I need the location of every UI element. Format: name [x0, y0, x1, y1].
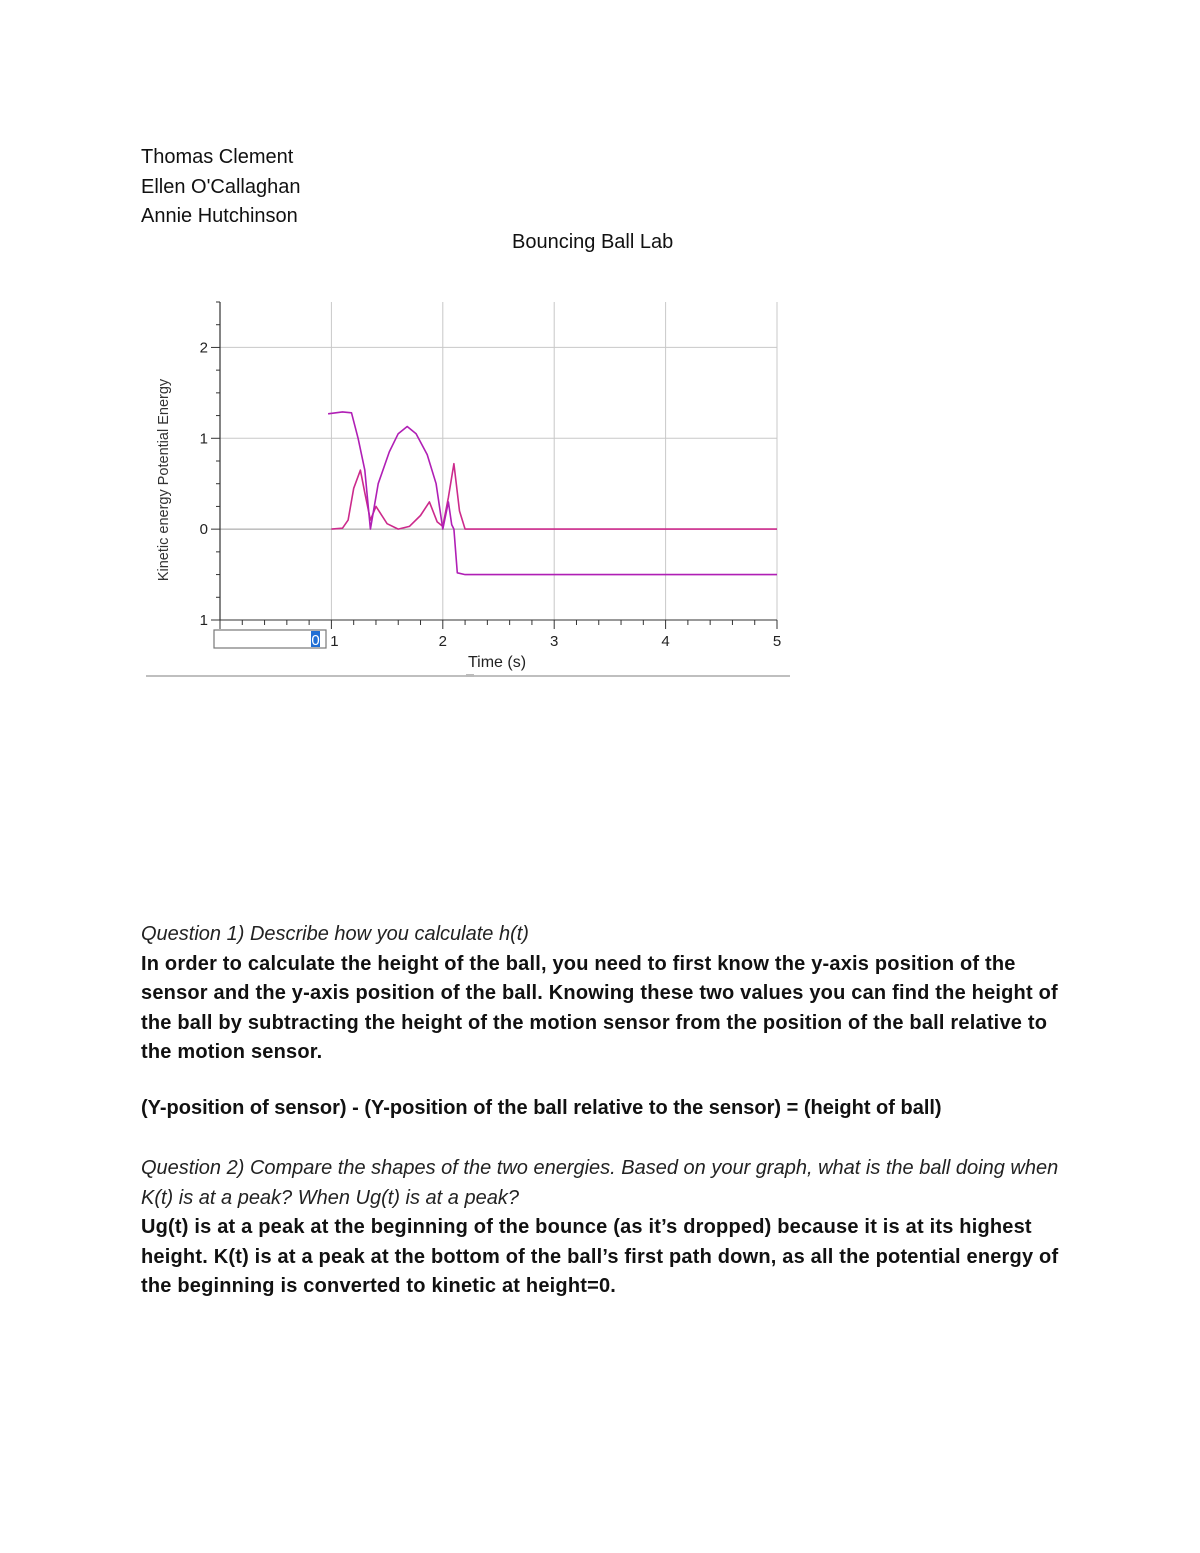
chart-series: [328, 412, 777, 575]
time-input-value[interactable]: 0: [311, 632, 320, 649]
document-title: Bouncing Ball Lab: [512, 231, 674, 253]
author-list: [141, 143, 300, 232]
y-tick-label: 1: [199, 430, 208, 448]
author-name: Ellen O'Callaghan: [141, 175, 301, 198]
height-formula: (Y-position of sensor) - (Y-position of the ball relative to the sensor) = (height of ball): [141, 1097, 942, 1119]
series-line-2: [328, 412, 777, 575]
x-tick-label: 4: [661, 633, 670, 650]
question-2-text: Question 2) Compare the shapes of the two energies. Based on your graph, what is the ball doing when K(t) is at a peak? When Ug(t) is at a peak?: [141, 1157, 1059, 1209]
x-tick-label: 1: [330, 633, 339, 650]
energy-chart-svg: [140, 290, 800, 685]
author-name: Annie Hutchinson: [141, 205, 298, 227]
x-tick-label: 2: [438, 633, 447, 650]
x-tick-label: 3: [550, 633, 559, 650]
chart-axes: [200, 302, 782, 650]
y-axis-label: Kinetic energy Potential Energy: [156, 378, 172, 582]
chart-scrollbar-handle[interactable]: [466, 674, 474, 677]
chart-grid: [220, 302, 777, 620]
question-1-block: [141, 920, 1071, 1068]
question-1-text: Question 1) Describe how you calculate h(t): [141, 923, 529, 945]
answer-1-text: In order to calculate the height of the ball, you need to first know the y-axis position of the sensor and the y-axis position of the ball. Knowing these two values you can find the height of the ball by subtracting the height of the motion sensor from the position of the ball relative to the motion sensor.: [141, 952, 1058, 1063]
time-input-box[interactable]: [214, 630, 326, 648]
energy-chart: [140, 290, 800, 690]
answer-2-text: Ug(t) is at a peak at the beginning of the bounce (as it’s dropped) because it is at its highest height. K(t) is at a peak at the bottom of the ball’s first path down, as all the potential energy of the beginning is converted to kinetic at height=0.: [141, 1216, 1059, 1297]
y-tick-label: 2: [199, 339, 208, 357]
y-tick-label: 0: [199, 521, 208, 539]
author-name: Thomas Clement: [141, 146, 294, 168]
question-2-block: [141, 1154, 1071, 1302]
x-tick-label: 5: [772, 633, 782, 650]
x-axis-label: Time (s): [467, 654, 527, 671]
y-tick-label: 1: [199, 612, 208, 629]
